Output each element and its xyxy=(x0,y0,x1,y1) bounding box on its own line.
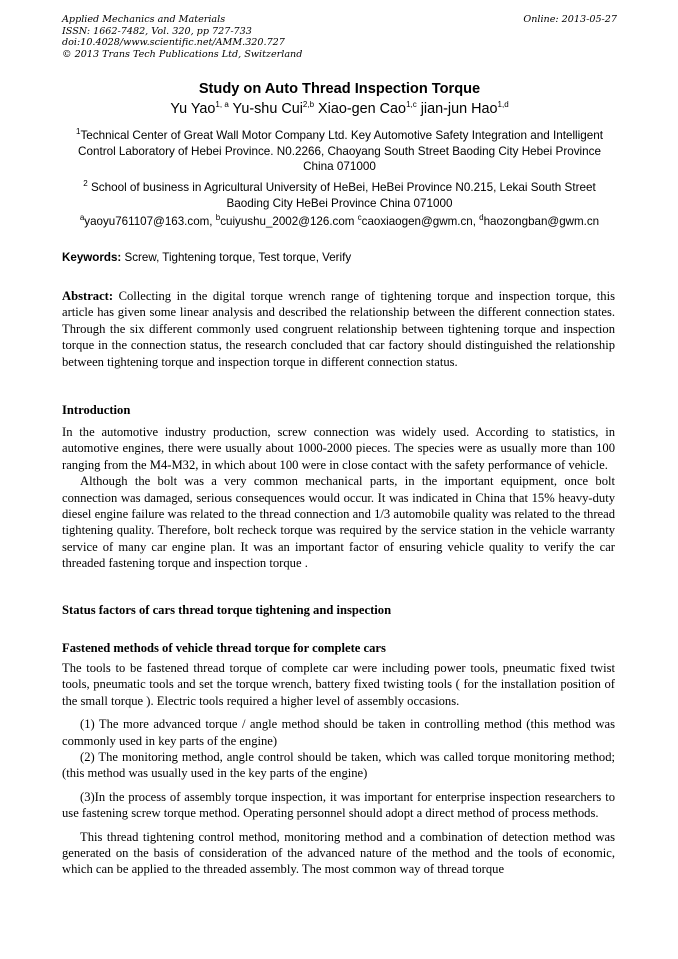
email-address: caoxiaogen@gwm.cn, xyxy=(361,215,480,228)
keywords-text: Screw, Tightening torque, Test torque, Verify xyxy=(121,251,352,264)
paragraph: In the automotive industry production, screw connection was widely used. According to statistics, in automotive engines, there were usually about 1000-2000 pieces. The species were as usually more than 100 ranging from the M4-M32, in which about 100 were in close contact with the safety performance of vehicle. xyxy=(62,425,615,472)
section-heading-status: Status factors of cars thread torque tightening and inspection xyxy=(62,603,392,617)
paper-title: Study on Auto Thread Inspection Torque xyxy=(198,81,481,97)
paragraph: Although the bolt was a very common mechanical parts, in the important equipment, once bolt connection was damaged, serious consequences would occur. It was indicated in China that 15% heavy-duty diesel engine failure was related to the thread connection and 1/3 automobile quality was related to the thread tightening quality. Therefore, bolt recheck torque was required by the service station in the vehicle warranty service of many car engine plan. It was an important factor of ensuring vehicle quality to verify the car threaded fastening torque and inspection torque . xyxy=(62,474,615,571)
email-mark: c xyxy=(357,213,362,223)
paragraph: (1) The more advanced torque / angle method should be taken in controlling method (this method was commonly used in key parts of the engine) xyxy=(62,717,615,748)
author-affiliation-mark: 1, a xyxy=(215,100,229,110)
email-mark: a xyxy=(79,213,85,223)
doi-line: doi:10.4028/www.scientific.net/AMM.320.727 xyxy=(62,37,285,49)
author-list xyxy=(62,101,617,117)
author-name: Yu Yao xyxy=(170,101,216,117)
email-address: cuiyushu_2002@126.com xyxy=(220,215,358,228)
issn-line: ISSN: 1662-7482, Vol. 320, pp 727-733 xyxy=(62,25,252,37)
introduction-body xyxy=(62,424,615,572)
author-name: jian-jun Hao xyxy=(420,101,498,117)
keywords xyxy=(62,250,617,265)
paragraph: (2) The monitoring method, angle control should be taken, which was called torque monitoring method; (this method was usually used in the key parts of the engine) xyxy=(62,750,615,781)
affiliation-2 xyxy=(62,180,617,211)
fastened-body xyxy=(62,660,615,878)
abstract-label: Abstract: xyxy=(62,289,114,303)
subsection-heading-fastened: Fastened methods of vehicle thread torque for complete cars xyxy=(62,641,386,655)
copyright-line: © 2013 Trans Tech Publications Ltd, Switzerland xyxy=(62,48,303,60)
paragraph: (3)In the process of assembly torque inspection, it was important for enterprise inspection researchers to use fastening screw torque method. Operating personnel should adopt a direct method of process methods. xyxy=(62,789,615,821)
affiliation-text: Technical Center of Great Wall Motor Company Ltd. Key Automotive Safety Integration and Intelligent Control Laboratory of Hebei Province. N0.2266, Chaoyang South Street Baoding City Hebei Province China 071000 xyxy=(78,129,603,173)
author-affiliation-mark: 1,d xyxy=(497,100,509,110)
affiliation-mark: 1 xyxy=(76,127,81,137)
email-address: yaoyu761107@163.com, xyxy=(84,215,216,228)
paragraph: The tools to be fastened thread torque of complete car were including power tools, pneumatic fixed twist tools, pneumatic tools and set the torque wrench, battery fixed twisting tools ( for the installation position of the small torque ). Electric tools required a higher level of assembly occasions. xyxy=(62,661,615,708)
journal-header xyxy=(62,14,617,60)
author-name: Xiao-gen Cao xyxy=(318,101,407,117)
email-mark: d xyxy=(479,213,484,223)
abstract-text: Collecting in the digital torque wrench range of tightening torque and inspection torque, this article has given some linear analysis and described the relationship between the different connection states. Through the six different commonly used congruent relationship between tightening torque and inspection torque in the connection status, the research concluded that car factory should distinguished the relationship between tightening torque and inspection torque in different connection status. xyxy=(62,289,615,369)
author-affiliation-mark: 2,b xyxy=(302,100,315,110)
author-affiliation-mark: 1,c xyxy=(406,100,417,110)
journal-name: Applied Mechanics and Materials xyxy=(62,14,226,25)
affiliation-text: School of business in Agricultural University of HeBei, HeBei Province N0.215, Lekai South Street Baoding City HeBei Province China 071000 xyxy=(87,181,596,210)
email-address: haozongban@gwm.cn xyxy=(483,215,600,228)
paragraph: This thread tightening control method, monitoring method and a combination of detection method was generated on the basis of consideration of the advanced nature of the method and the tools of economic, which can be applied to the threaded assembly. The most common way of thread torque xyxy=(62,829,615,877)
online-date: Online: 2013-05-27 xyxy=(523,14,617,25)
email-list xyxy=(62,214,617,229)
author-name: Yu-shu Cui xyxy=(232,101,303,117)
affiliation-mark: 2 xyxy=(83,179,88,189)
email-mark: b xyxy=(215,213,221,223)
abstract xyxy=(62,288,615,370)
affiliation-1 xyxy=(62,128,617,175)
section-heading-introduction: Introduction xyxy=(62,403,131,417)
keywords-label: Keywords: xyxy=(62,251,122,264)
